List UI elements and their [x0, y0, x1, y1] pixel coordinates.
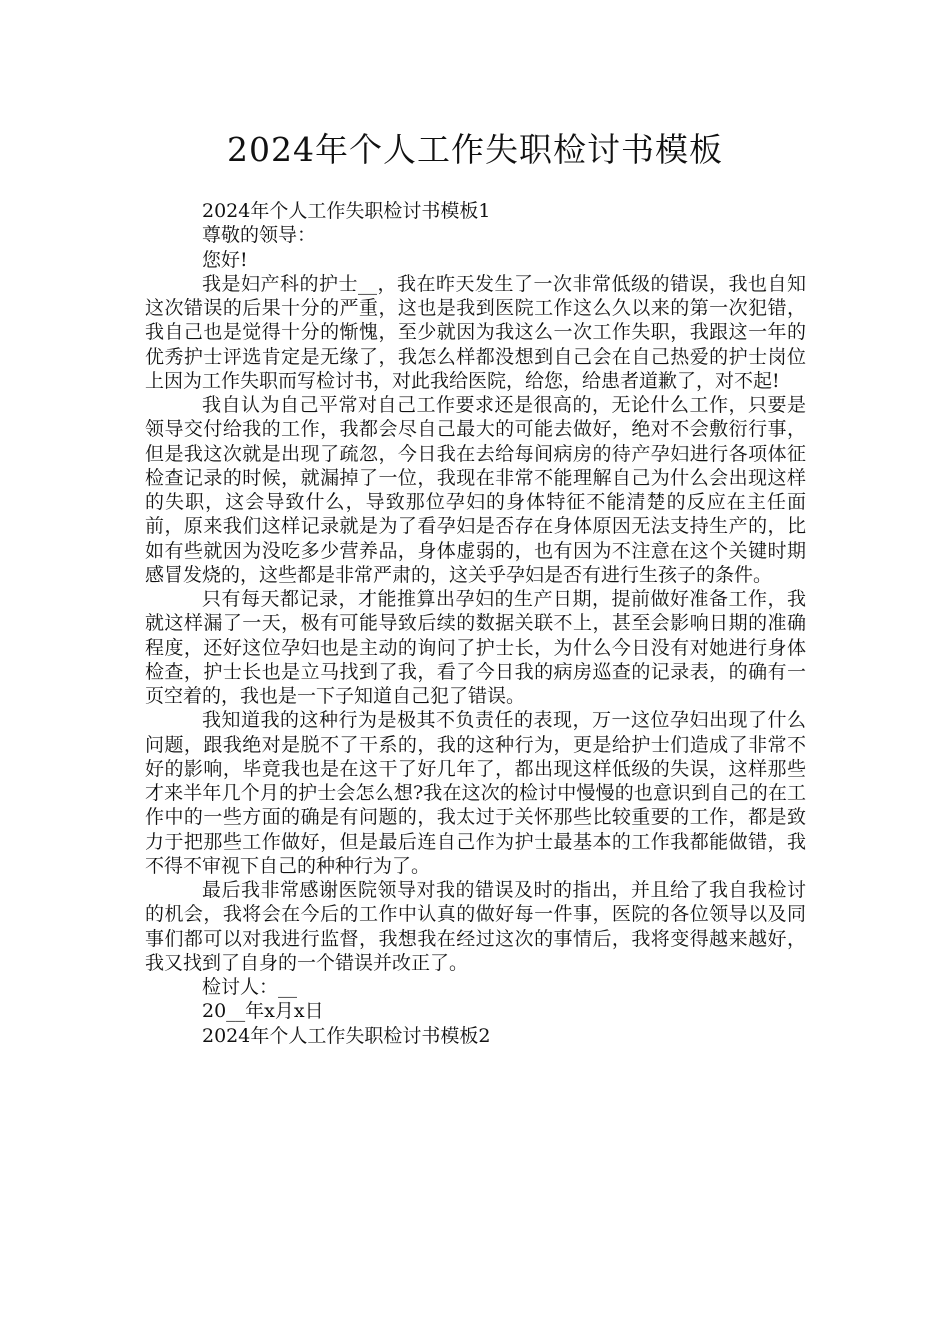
section-heading-1: 2024年个人工作失职检讨书模板1	[202, 200, 491, 222]
paragraph: 我自认为自己平常对自己工作要求还是很高的，无论什么工作，只要是领导交付给我的工作，我都会尽自己最大的可能去做好，绝对不会敷衍行事，但是我这次就是出现了疏忽，今日我在去给每间病房的待产孕妇进行各项体征检查记录的时候，就漏掉了一位，我现在非常不能理解自己为什么会出现这样的失职，这会导致什么，导致那位孕妇的身体特征不能清楚的反应在主任面前，原来我们这样记录就是为了看孕妇是否存在身体原因无法支持生产的，比如有些就因为没吃多少营养品，身体虚弱的，也有因为不注意在这个关键时期感冒发烧的，这些都是非常严肃的，这关乎孕妇是否有进行生孩子的条件。	[145, 394, 806, 586]
paragraph: 我知道我的这种行为是极其不负责任的表现，万一这位孕妇出现了什么问题，跟我绝对是脱不了干系的，我的这种行为，更是给护士们造成了非常不好的影响，毕竟我也是在这干了好几年了，都出现这样低级的失误，这样那些才来半年几个月的护士会怎么想?我在这次的检讨中慢慢的也意识到自己的在工作中的一些方面的确是有问题的，我太过于关怀那些比较重要的工作，都是致力于把那些工作做好，但是最后连自己作为护士最基本的工作我都能做错，我不得不审视下自己的种种行为了。	[145, 709, 806, 877]
document-body	[145, 199, 806, 1048]
paragraph: 最后我非常感谢医院领导对我的错误及时的指出，并且给了我自我检讨的机会，我将会在今后的工作中认真的做好每一件事，医院的各位领导以及同事们都可以对我进行监督，我想我在经过这次的事情后，我将变得越来越好，我又找到了自身的一个错误并改正了。	[145, 879, 806, 974]
greeting: 您好!	[202, 248, 248, 271]
document-title: 2024年个人工作失职检讨书模板	[227, 130, 723, 169]
paragraph: 我是妇产科的护士__，我在昨天发生了一次非常低级的错误，我也自知这次错误的后果十分的严重，这也是我到医院工作这么久以来的第一次犯错，我自己也是觉得十分的惭愧，至少就因为我这么一次工作失职，我跟这一年的优秀护士评选肯定是无缘了，我怎么样都没想到自己会在自己热爱的护士岗位上因为工作失职而写检讨书，对此我给医院，给您，给患者道歉了，对不起!	[145, 272, 806, 392]
salutation: 尊敬的领导：	[202, 224, 317, 247]
signature-line: 检讨人：__	[202, 976, 298, 998]
date-line: 20__年x月x日	[202, 1000, 324, 1023]
paragraph: 只有每天都记录，才能推算出孕妇的生产日期，提前做好准备工作，我就这样漏了一天，极有可能导致后续的数据关联不上，甚至会影响日期的准确程度，还好这位孕妇也是主动的询问了护士长，为什么今日没有对她进行身体检查，护士长也是立马找到了我，看了今日我的病房巡查的记录表，的确有一页空着的，我也是一下子知道自己犯了错误。	[145, 588, 806, 707]
section-heading-2: 2024年个人工作失职检讨书模板2	[202, 1024, 491, 1047]
